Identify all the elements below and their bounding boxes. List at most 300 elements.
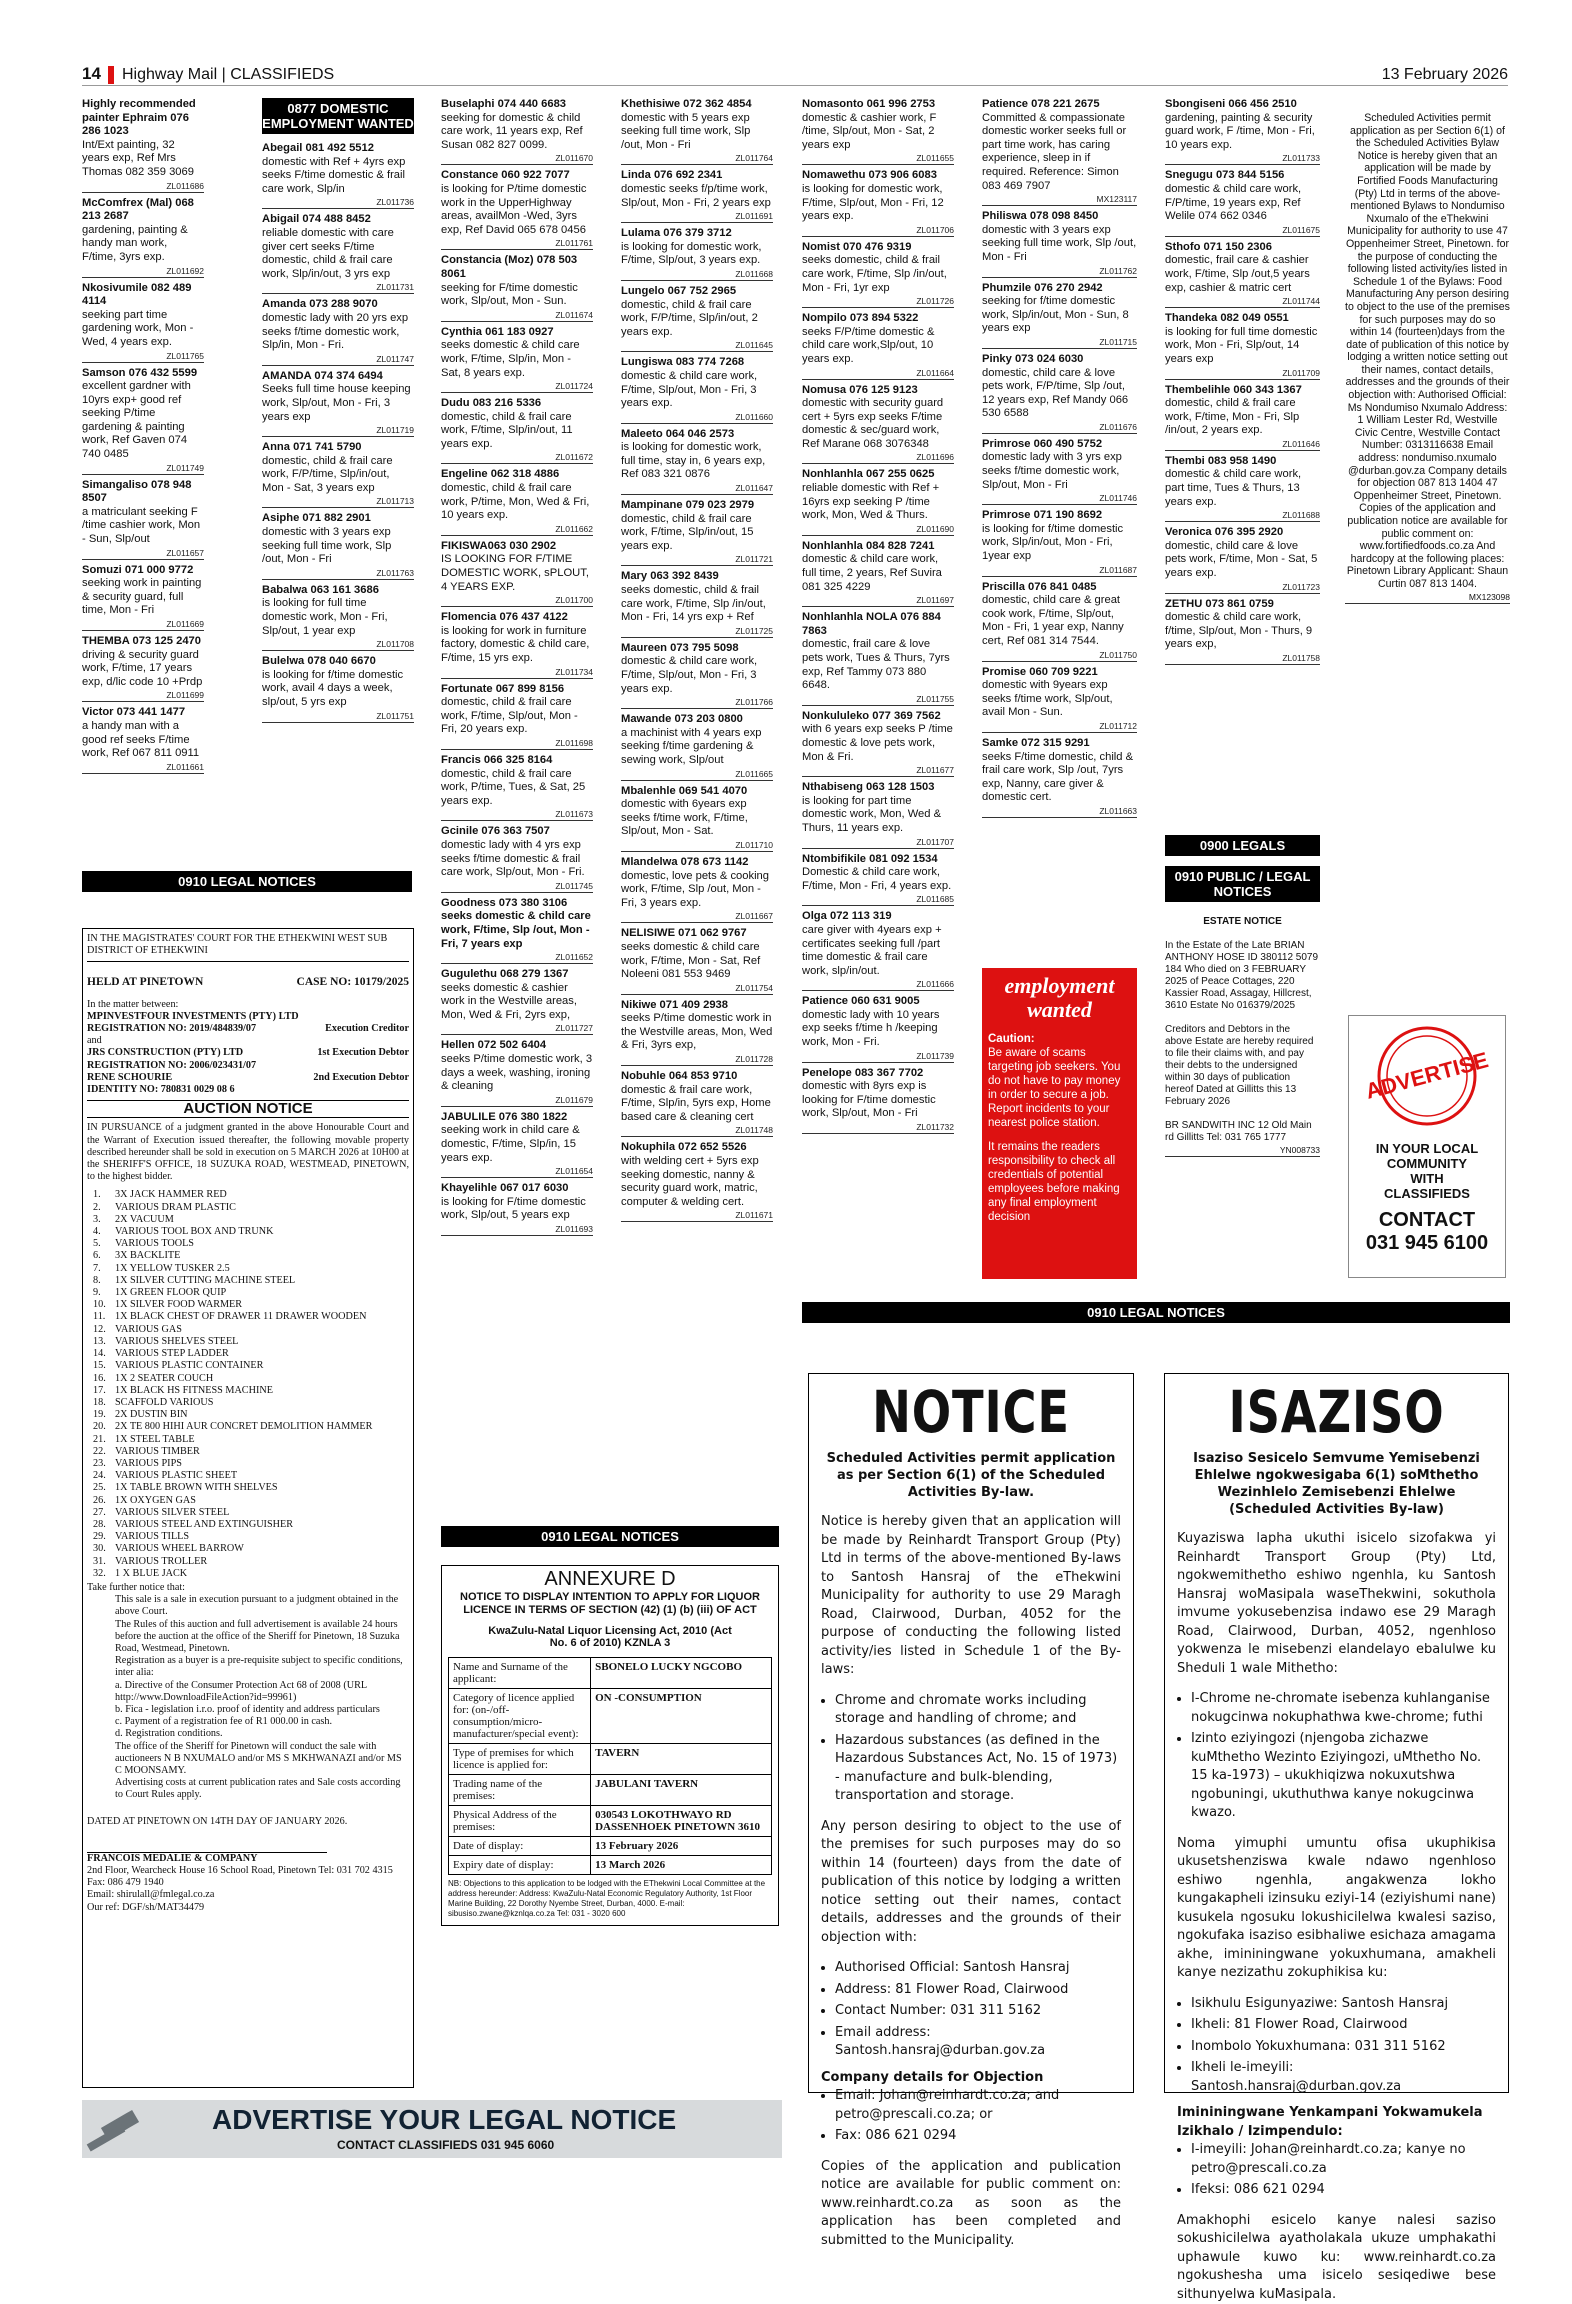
- auction-item: 16. 1X 2 SEATER COUCH: [87, 1373, 409, 1385]
- classified-ad: [621, 1070, 773, 1137]
- ad-ref: ZL011673: [441, 809, 593, 821]
- classified-ad: [262, 584, 414, 651]
- ad-body: domestic seeks f/p/time work, Slp/out, Mon - Fri, 2 years exp: [621, 183, 773, 210]
- notice-contact: • Address: 81 Flower Road, Clairwood: [835, 1981, 1121, 2000]
- auction-item: 19. 2X DUSTIN BIN: [87, 1409, 409, 1421]
- classified-ad: [441, 1182, 593, 1236]
- auction-intro: IN PURSUANCE of a judgment granted in the above Honourable Court and the Warrant of Execution issued thereafter, the following movable property described hereunder shall be sold in execution on 5 MARCH 2026 at 10H00 at the SHERIFF'S OFFICE, 18 SUZUKA ROAD, WESTMEAD, PINETOWN, to the highest bidder.: [87, 1122, 409, 1183]
- ad-body: seeks F/P/time domestic & child care work,Slp/out, 10 years exp.: [802, 326, 954, 367]
- auction-note: The office of the Sheriff for Pinetown will conduct the sale with auctioneers N B NXUMALO and/or MS S MKHWANAZI and/or MS C MOONSAMY.: [87, 1741, 409, 1778]
- ad-ref: ZL011748: [621, 1125, 773, 1137]
- ad-ref: ZL011749: [82, 463, 204, 475]
- ad-body: domestic & child care work, F/time, Slp/out, Mon - Fri, 3 years exp.: [621, 370, 773, 411]
- licence-label: Name and Surname of the applicant:: [449, 1658, 591, 1689]
- notice-title: NOTICE: [851, 1382, 1091, 1442]
- ad-ref: ZL011660: [621, 412, 773, 424]
- classified-ad: [441, 1111, 593, 1178]
- ad-body: domestic, frail care & cashier work, F/time, Slp /out,5 years exp, cashier & matric cert: [1165, 254, 1320, 295]
- auction-item: 20. 2X TE 800 HIHI AUR CONCRET DEMOLITION HAMMER: [87, 1421, 409, 1433]
- section-header: 0910 LEGAL NOTICES: [441, 1526, 779, 1547]
- ad-name: Veronica 076 395 2920: [1165, 526, 1320, 540]
- auction-item: 21. 1X STEEL TABLE: [87, 1434, 409, 1446]
- ad-ref: ZL011708: [262, 639, 414, 651]
- employment-title: employment wanted: [988, 974, 1131, 1022]
- ad-name: Nomist 070 476 9319: [802, 241, 954, 255]
- notice-p1: Notice is hereby given that an application will be made by Reinhardt Transport Group (Pty) Ltd in terms of the above-mentioned By-laws to Santosh Hansraj of the eThekwini Municipality for authority to use 29 Maragh Road, Clairwood, Durban, 4052 for the purpose of conducting the following listed activity/ies listed in Schedule 1 of the By-laws:: [821, 1513, 1121, 1680]
- ad-ref: ZL011713: [262, 496, 414, 508]
- notice-contact: • Authorised Official: Santosh Hansraj: [835, 1959, 1121, 1978]
- licence-value: TAVERN: [591, 1744, 772, 1775]
- ad-ref: ZL011715: [982, 337, 1137, 349]
- notices-header: [802, 1302, 1510, 1323]
- ad-name: Lungelo 067 752 2965: [621, 285, 773, 299]
- licence-row: [449, 1775, 772, 1806]
- auction-item: 4. VARIOUS TOOL BOX AND TRUNK: [87, 1226, 409, 1238]
- ad-body: Domestic & child care work, F/time, Mon - Fri, 4 years exp.: [802, 866, 954, 893]
- ad-ref: ZL011674: [441, 310, 593, 322]
- party-1: MPINVESTFOUR INVESTMENTS (PTY) LTD: [87, 1011, 409, 1023]
- ad-ref: MX123117: [982, 194, 1137, 206]
- auction-item: 28. VARIOUS STEEL AND EXTINGUISHER: [87, 1519, 409, 1531]
- isaziso-p2: Noma yimuphi umuntu ofisa ukuphikisa ukusetshenziswa kwale ndawo ngenhloso eshiwo ngenhla, angakwenza lokho kungakapheli izinsuku eziyi-14 (eziyishumi nane) kusukela ngosuku lokushicilelwa kwalesi saziso, ngokufaka isaziso esibhaliwe esichaza amagama akhe, imininingwane yokuxhumana, amakheli kanye nezizathu zokuphikisa ku:: [1177, 1835, 1496, 1983]
- ad-body: domestic, child & frail care work, F/time, Slp/in/out, 11 years exp.: [441, 411, 593, 452]
- column-3: [441, 98, 593, 1240]
- notice-sub: Scheduled Activities permit application as per Section 6(1) of the Scheduled Activities By-law.: [821, 1450, 1121, 1501]
- ad-body: gardening, painting & handy man work, F/time, 3yrs exp.: [82, 224, 204, 265]
- ad-ref: ZL011654: [441, 1166, 593, 1178]
- classified-ad: [262, 655, 414, 722]
- section-header: 0910 LEGAL NOTICES: [82, 871, 412, 892]
- ad-name: Abegail 081 492 5512: [262, 142, 414, 156]
- ad-ref: ZL011723: [1165, 582, 1320, 594]
- ad-name: Snegugu 073 844 5156: [1165, 169, 1320, 183]
- ad-body: domestic lady with 20 yrs exp seeks f/time domestic work, Slp/in, Mon - Fri.: [262, 312, 414, 353]
- ad-ref: ZL011744: [1165, 296, 1320, 308]
- ad-body: domestic & child care work, full time, 2 years, Ref Suvira 081 325 4229: [802, 553, 954, 594]
- auction-items: [87, 1189, 409, 1580]
- ad-name: Nonhlanhla NOLA 076 884 7863: [802, 611, 954, 638]
- ad-name: Fortunate 067 899 8156: [441, 683, 593, 697]
- notice-contact: • Email address: Santosh.hansraj@durban.gov.za: [835, 2024, 1121, 2061]
- ad-name: Somuzi 071 000 9772: [82, 564, 204, 578]
- court-heading: IN THE MAGISTRATES' COURT FOR THE ETHEKWINI WEST SUB DISTRICT OF ETHEKWINI: [87, 933, 409, 962]
- ad-name: Constancia (Moz) 078 503 8061: [441, 254, 593, 281]
- isaziso-bullet: • Izinto eziyingozi (njengoba zichazwe kuMthetho Wezinto Eziyingozi, uMthetho No. 15 ka-1973) – ukukhiqizwa nokuxutshwa ngobuningi, ukuthuthwa kanye nokugcinwa kwazo.: [1191, 1730, 1496, 1823]
- auction-item: 10. 1X SILVER FOOD WARMER: [87, 1299, 409, 1311]
- ad-ref: ZL011727: [441, 1023, 593, 1035]
- classified-ad: [802, 384, 954, 465]
- auction-item: 18. SCAFFOLD VARIOUS: [87, 1397, 409, 1409]
- ad-body: domestic, child & frail care work, P/time, Mon, Wed & Fri, 10 years exp.: [441, 482, 593, 523]
- ad-ref: ZL011691: [621, 211, 773, 223]
- ad-name: Maureen 073 795 5098: [621, 642, 773, 656]
- ad-ref: ZL011696: [802, 452, 954, 464]
- ad-ref: ZL011690: [802, 524, 954, 536]
- ad-ref: ZL011670: [441, 153, 593, 165]
- ad-body: domestic with security guard cert + 5yrs exp seeks F/time domestic & sec/guard work, Ref Marane 068 3076348: [802, 397, 954, 451]
- ad-ref: ZL011726: [802, 296, 954, 308]
- ad-name: Dudu 083 216 5336: [441, 397, 593, 411]
- ad-body: seeking work in painting & security guard, full time, Mon - Fri: [82, 577, 204, 618]
- firm-email[interactable]: Email: shirulall@fmlegal.co.za: [87, 1889, 409, 1901]
- auction-note: a. Directive of the Consumer Protection Act 68 of 2008 (URL http://www.DownloadFileAction?id=99961): [87, 1680, 409, 1704]
- ad-name: Priscilla 076 841 0485: [982, 581, 1137, 595]
- ad-name: Gcinile 076 363 7507: [441, 825, 593, 839]
- column-1: [82, 98, 204, 778]
- ad-ref: ZL011679: [441, 1095, 593, 1107]
- ad-body: seeks domestic & cashier work in the Westville areas, Mon, Wed & Fri, 2yrs exp,: [441, 982, 593, 1023]
- ad-body: is looking for F/time domestic work, Slp/out, 5 years exp: [441, 1196, 593, 1223]
- ad-name: Nompilo 073 894 5322: [802, 312, 954, 326]
- ad-name: Nonhlanhla 084 828 7241: [802, 540, 954, 554]
- classified-ad: [621, 570, 773, 637]
- classified-ad: [621, 428, 773, 495]
- classified-ad: [1165, 312, 1320, 379]
- ad-ref: ZL011750: [982, 650, 1137, 662]
- licence-value: JABULANI TAVERN: [591, 1775, 772, 1806]
- ad-body: domestic lady with 3 yrs exp seeks f/time domestic work, Slp/out, Mon - Fri: [982, 451, 1137, 492]
- employment-warning: [982, 968, 1137, 1279]
- classified-ad: [82, 98, 204, 193]
- ad-name: Penelope 083 367 7702: [802, 1067, 954, 1081]
- ad-ref: ZL011698: [441, 738, 593, 750]
- red-bar: [108, 66, 114, 84]
- liquor-licence-notice: [441, 1565, 779, 1926]
- ad-ref: ZL011686: [82, 181, 204, 193]
- auction-item: 5. VARIOUS TOOLS: [87, 1238, 409, 1250]
- classified-ad: [441, 754, 593, 821]
- auction-item: 17. 1X BLACK HS FITNESS MACHINE: [87, 1385, 409, 1397]
- ad-name: Olga 072 113 319: [802, 910, 954, 924]
- ad-ref: ZL011754: [621, 983, 773, 995]
- ad-body: seeks domestic, child & frail care work, F/time, Slp /in/out, Mon - Fri, 14 yrs exp + Ref: [621, 584, 773, 625]
- estate-body-2: Creditors and Debtors in the above Estate are hereby required to file their claims with, and pay their debts to the undersigned within 30 days of publication hereof Dated at Gillitts this 13 February 2026: [1165, 1024, 1320, 1108]
- ad-name: FIKISWA063 030 2902: [441, 540, 593, 554]
- ad-body: domestic & child care work, F/time, Slp/out, Mon - Fri, 3 years exp.: [621, 655, 773, 696]
- ad-body: seeking for F/time domestic work, Slp/out, Mon - Sun.: [441, 282, 593, 309]
- ad-name: Sthofo 071 150 2306: [1165, 241, 1320, 255]
- classified-ad: [621, 499, 773, 566]
- ad-body: is looking for work in furniture factory, domestic & child care, F/time, 15 yrs exp.: [441, 625, 593, 666]
- ad-name: AMANDA 074 374 6494: [262, 370, 414, 384]
- classified-ad: [441, 254, 593, 321]
- classified-ad: [621, 642, 773, 709]
- banner-title: ADVERTISE YOUR LEGAL NOTICE: [212, 2104, 676, 2136]
- ad-name: Primrose 071 190 8692: [982, 509, 1137, 523]
- section-header: 0900 LEGALS: [1165, 835, 1320, 856]
- classified-ad: [1165, 384, 1320, 451]
- caution-label: Caution:: [988, 1033, 1035, 1045]
- advertise-line: IN YOUR LOCAL COMMUNITY WITH CLASSIFIEDS: [1349, 1141, 1505, 1201]
- ad-ref: ZL011725: [621, 626, 773, 638]
- page-number: 14: [82, 64, 101, 84]
- classified-ad: [802, 710, 954, 777]
- classified-ad: [982, 737, 1137, 818]
- ad-ref: ZL011672: [441, 452, 593, 464]
- ad-body: domestic, child & frail care work, F/P/time, Slp/in/out, Mon - Sat, 3 years exp: [262, 455, 414, 496]
- caution-text: Be aware of scams targeting job seekers. You do not have to pay money in order to secure a job. Report incidents to your nearest police station.: [988, 1047, 1120, 1129]
- ad-ref: ZL011699: [82, 690, 204, 702]
- column-5: [802, 98, 954, 1138]
- ad-name: Nthabiseng 063 128 1503: [802, 781, 954, 795]
- classified-ad: [82, 282, 204, 363]
- auction-item: 11. 1X BLACK CHEST OF DRAWER 11 DRAWER WOODEN: [87, 1311, 409, 1323]
- auction-item: 27. VARIOUS SILVER STEEL: [87, 1507, 409, 1519]
- classified-ad: [441, 98, 593, 165]
- auction-note: d. Registration conditions.: [87, 1728, 409, 1740]
- scheduled-text: Scheduled Activities permit application as per Section 6(1) of the Scheduled Activities Bylaw Notice is hereby given that an application will be made by Fortified Foods Manufacturing (Pty) Ltd in terms of the above-mentioned Bylaws to Nondumiso Nxumalo of the eThekwini Municipality for authority to use 47 Oppenheimer Street, Pinetown. for the purpose of conducting the following listed activity/ies listed in Schedule 1 of the Bylaws: Food Manufacturing Any person desiring to object to the use of the premises for such purposes may do so within 14 (fourteen)days from the date of publication of this notice by lodging a written notice setting out their names, contact details, addresses and the grounds of their objection with: Authorised Official: Ms Nondumiso Nxumalo Address: 1 William Lester Rd, Westville Civic Centre, Westville Contact Number: 0313116638 Email address: nondumiso.nxumalo @durban.gov.za Company details for objection 087 813 1404 47 Oppenheimer Street, Pinetown. Copies of the application and publication notice are available for public comment on: www.fortifiedfoods.co.za And hardcopy at the following places: Pinetown Library Applicant: Shaun Curtin 087 813 1404.: [1345, 112, 1510, 591]
- ad-name: Nokuphila 072 652 5526: [621, 1141, 773, 1155]
- ad-ref: ZL011692: [82, 266, 204, 278]
- classified-ad: [802, 98, 954, 165]
- ad-ref: ZL011688: [1165, 510, 1320, 522]
- auction-title: AUCTION NOTICE: [87, 1100, 409, 1118]
- page-header: [82, 64, 1508, 86]
- auction-item: 32. 1 X BLUE JACK: [87, 1568, 409, 1580]
- ad-name: Ntombifikile 081 092 1534: [802, 853, 954, 867]
- party-3-id: IDENTITY NO: 780831 0029 08 6: [87, 1084, 409, 1096]
- ad-name: Lungiswa 083 774 7268: [621, 356, 773, 370]
- annexure-sub: NOTICE TO DISPLAY INTENTION TO APPLY FOR LIQUOR LICENCE IN TERMS OF SECTION (42) (1) (b) (iii) OF ACT: [448, 1591, 772, 1617]
- auction-item: 29. VARIOUS TILLS: [87, 1531, 409, 1543]
- classified-ad: [802, 540, 954, 607]
- notice-company: • Fax: 086 621 0294: [835, 2127, 1121, 2146]
- advertise-banner: [82, 2100, 782, 2158]
- ad-body: domestic & frail care work, F/time, Slp/in, 5yrs exp, Home based care & cleaning cert: [621, 1084, 773, 1125]
- classified-ad: [621, 169, 773, 223]
- classified-ad: [1165, 169, 1320, 236]
- ad-body: is looking for f/time domestic work, avail 4 days a week, slp/out, 5 yrs exp: [262, 669, 414, 710]
- isaziso-box: [1164, 1373, 1509, 2093]
- ad-ref: ZL011762: [982, 266, 1137, 278]
- ad-body: domestic lady with 10 years exp seeks f/time h /keeping work, Mon - Fri.: [802, 1009, 954, 1050]
- ad-name: Nikiwe 071 409 2938: [621, 999, 773, 1013]
- classified-ad: [262, 512, 414, 579]
- ad-ref: ZL011745: [441, 881, 593, 893]
- section-header: 0877 DOMESTIC EMPLOYMENT WANTED: [262, 98, 414, 134]
- auction-item: 31. VARIOUS TROLLER: [87, 1556, 409, 1568]
- classified-ad: [82, 564, 204, 631]
- ad-body: domestic with Ref + 4yrs exp seeks F/time domestic & frail care work, Slp/in: [262, 156, 414, 197]
- ad-name: ZETHU 073 861 0759: [1165, 598, 1320, 612]
- isaziso-title: ISAZISO: [1209, 1382, 1464, 1442]
- ad-name: Cynthia 061 183 0927: [441, 326, 593, 340]
- classified-ad: [621, 856, 773, 923]
- ad-body: domestic, child & frail care work, F/time, Slp/in/out, 15 years exp.: [621, 513, 773, 554]
- ad-body: domestic with 6years exp seeks f/time work, F/time, Slp/out, Mon - Sat.: [621, 798, 773, 839]
- ad-body: seeks P/time domestic work, 3 days a week, washing, ironing & cleaning: [441, 1053, 593, 1094]
- ad-body: is looking for domestic work, F/time, Slp/out, 3 years exp.: [621, 241, 773, 268]
- licence-row: [449, 1689, 772, 1744]
- ad-body: with welding cert + 5yrs exp seeking domestic, nanny & security guard work, matric, computer & welding cert.: [621, 1155, 773, 1209]
- classified-ad: [802, 853, 954, 907]
- ad-body: domestic, child care & love pets work, F/P/time, Slp /out, 12 years exp, Ref Mandy 066 530 6588: [982, 367, 1137, 421]
- advertise-phone: 031 945 6100: [1349, 1232, 1505, 1255]
- ad-body: is looking for domestic work, F/time, Slp/out, Mon - Fri, 12 years exp.: [802, 183, 954, 224]
- classified-ad: [621, 356, 773, 423]
- column-4: [621, 98, 773, 1226]
- ad-ref: ZL011734: [441, 667, 593, 679]
- licence-label: Date of display:: [449, 1837, 591, 1856]
- classified-ad: [802, 1067, 954, 1134]
- auction-note: b. Fica - legislation i.r.o. proof of identity and address particulars: [87, 1704, 409, 1716]
- ad-body: domestic & cashier work, F /time, Slp/out, Mon - Sat, 2 years exp: [802, 112, 954, 153]
- ad-body: reliable domestic with Ref + 16yrs exp seeking P /time work, Mon, Wed & Thurs.: [802, 482, 954, 523]
- ad-ref: ZL011751: [262, 711, 414, 723]
- ad-body: a matriculant seeking F /time cashier work, Mon - Sun, Slp/out: [82, 506, 204, 547]
- ad-ref: ZL011736: [262, 197, 414, 209]
- ad-name: Maleeto 064 046 2573: [621, 428, 773, 442]
- classified-ad: [621, 999, 773, 1066]
- caution-text-2: It remains the readers responsibility to check all credentials of potential employees before making any final employment decision: [988, 1140, 1131, 1224]
- isaziso-company-label: Imininingwane Yenkampani Yokwamukela Izikhalo / Izimpendulo:: [1177, 2104, 1496, 2141]
- ad-body: is looking for part time domestic work, Mon, Wed & Thurs, 11 years exp.: [802, 795, 954, 836]
- ad-body: excellent gardner with 10yrs exp+ good ref seeking P/time gardening & painting work, Ref Gaven 074 740 0485: [82, 380, 204, 462]
- ad-ref: ZL011755: [802, 694, 954, 706]
- ad-name: Anna 071 741 5790: [262, 441, 414, 455]
- classified-ad: [262, 213, 414, 294]
- isaziso-contact: • Inombolo Yokuxhumana: 031 311 5162: [1191, 2038, 1496, 2057]
- ad-name: Mlandelwa 078 673 1142: [621, 856, 773, 870]
- ad-name: Phumzile 076 270 2942: [982, 282, 1137, 296]
- ad-ref: ZL011668: [621, 269, 773, 281]
- ad-name: Simangaliso 078 948 8507: [82, 479, 204, 506]
- auction-item: 3. 2X VACUUM: [87, 1214, 409, 1226]
- section-header: 0910 PUBLIC / LEGAL NOTICES: [1165, 866, 1320, 902]
- ad-name: Constance 060 922 7077: [441, 169, 593, 183]
- classified-ad: [982, 353, 1137, 434]
- ad-name: McComfrex (Mal) 068 213 2687: [82, 197, 204, 224]
- ad-ref: ZL011662: [441, 524, 593, 536]
- ad-body: domestic, child & frail care work, F/P/time, Slp/in/out, 2 years exp.: [621, 299, 773, 340]
- party-3: RENE SCHOURIE: [87, 1072, 172, 1084]
- ad-ref: ZL011747: [262, 354, 414, 366]
- classified-ad: [802, 910, 954, 991]
- classified-ad: [82, 706, 204, 773]
- firm-ref: Our ref: DGF/sh/MAT34479: [87, 1902, 409, 1914]
- ad-name: Thembelihle 060 343 1367: [1165, 384, 1320, 398]
- ad-ref: ZL011693: [441, 1224, 593, 1236]
- ad-body: seeking for domestic & child care work, 11 years exp, Ref Susan 082 827 0099.: [441, 112, 593, 153]
- licence-table: [448, 1657, 772, 1875]
- ad-body: is looking for P/time domestic work in the UpperHighway areas, availMon -Wed, 3yrs exp, Ref David 065 678 0456: [441, 183, 593, 237]
- ad-name: Victor 073 441 1477: [82, 706, 204, 720]
- classified-ad: [621, 98, 773, 165]
- auction-item: 2. VARIOUS DRAM PLASTIC: [87, 1202, 409, 1214]
- ad-name: Khethisiwe 072 362 4854: [621, 98, 773, 112]
- ad-name: THEMBA 073 125 2470: [82, 635, 204, 649]
- ad-ref: ZL011663: [982, 806, 1137, 818]
- publication-title: Highway Mail | CLASSIFIEDS: [122, 66, 334, 84]
- scheduled-notice: [1345, 112, 1510, 604]
- ad-body: Seeks full time house keeping work, Slp/out, Mon - Fri, 3 years exp: [262, 383, 414, 424]
- classified-ad: [982, 509, 1137, 576]
- dated-line: DATED AT PINETOWN ON 14TH DAY OF JANUARY 2026.: [87, 1816, 409, 1828]
- isaziso-bullet: • I-Chrome ne-chromate isebenza kuhlanganise nokugcinwa nokuphathwa kwe-chrome; futhi: [1191, 1690, 1496, 1727]
- classified-ad: [621, 1141, 773, 1222]
- ad-body: domestic, child care & great cook work, F/time, Slp/out, Mon - Fri, 1 year exp, Nanny cert, Ref 081 314 7544.: [982, 594, 1137, 648]
- ad-name: Hellen 072 502 6404: [441, 1039, 593, 1053]
- classified-ad: [982, 438, 1137, 505]
- ad-name: Nkosivumile 082 489 4114: [82, 282, 204, 309]
- classified-ad: [802, 468, 954, 535]
- ad-body: a handy man with a good ref seeks F/time work, Ref 067 811 0911: [82, 720, 204, 761]
- ad-ref: ZL011657: [82, 548, 204, 560]
- classified-ad: [1165, 241, 1320, 308]
- ad-body: domestic & child care work, part time, Tues & Thurs, 13 years exp.: [1165, 468, 1320, 509]
- auction-item: 6. 3X BACKLITE: [87, 1250, 409, 1262]
- ad-name: Nobuhle 064 853 9710: [621, 1070, 773, 1084]
- classified-ad: [982, 98, 1137, 206]
- party-3-role: 2nd Execution Debtor: [313, 1072, 409, 1084]
- ad-ref: ZL011732: [802, 1122, 954, 1134]
- classified-ad: [441, 169, 593, 250]
- isaziso-contact: • Ikheli: 81 Flower Road, Clairwood: [1191, 2016, 1496, 2035]
- ad-body: is looking for full time domestic work, Mon - Fri, Slp/out, 14 years exp: [1165, 326, 1320, 367]
- ad-body: seeks domestic & child care work, F/time, Mon - Sat, Ref Noleeni 081 553 9469: [621, 941, 773, 982]
- ad-body: domestic, child care & love pets work, F/time, Mon - Sat, 5 years exp.: [1165, 540, 1320, 581]
- ad-ref: ZL011763: [262, 568, 414, 580]
- estate-title: ESTATE NOTICE: [1165, 916, 1320, 928]
- classified-ad: [982, 282, 1137, 349]
- classified-ad: [982, 666, 1137, 733]
- licence-row: [449, 1837, 772, 1856]
- advertise-contact: CONTACT: [1349, 1209, 1505, 1232]
- ad-name: Nomusa 076 125 9123: [802, 384, 954, 398]
- ad-name: Samson 076 432 5599: [82, 367, 204, 381]
- classified-ad: [441, 540, 593, 607]
- ad-name: Mbalenhle 069 541 4070: [621, 785, 773, 799]
- ad-ref: ZL011707: [802, 837, 954, 849]
- auction-note: This sale is a sale in execution pursuant to a judgment obtained in the above Court.: [87, 1594, 409, 1618]
- classified-ad: [621, 227, 773, 281]
- ad-ref: ZL011687: [982, 565, 1137, 577]
- ad-name: NELISIWE 071 062 9767: [621, 927, 773, 941]
- ad-name: Patience 060 631 9005: [802, 995, 954, 1009]
- ad-body: Committed & compassionate domestic worker seeks full or part time work, has caring experience, sleep in if required. Reference: Simon 083 469 7907: [982, 112, 1137, 194]
- advertise-stamp-icon: [1352, 1016, 1502, 1136]
- ad-ref: ZL011712: [982, 721, 1137, 733]
- ad-ref: ZL011706: [802, 225, 954, 237]
- classified-ad: [1165, 98, 1320, 165]
- ad-body: domestic lady with 4 yrs exp seeks f/time domestic & frail care work, Slp/out, Mon - Fri.: [441, 839, 593, 880]
- party-2-role: 1st Execution Debtor: [317, 1047, 409, 1059]
- classified-ad: [802, 781, 954, 848]
- auction-item: 24. VARIOUS PLASTIC SHEET: [87, 1470, 409, 1482]
- licence-value: 13 February 2026: [591, 1837, 772, 1856]
- ad-name: Gugulethu 068 279 1367: [441, 968, 593, 982]
- auction-item: 1. 3X JACK HAMMER RED: [87, 1189, 409, 1201]
- ad-ref: ZL011666: [802, 979, 954, 991]
- ad-body: IS LOOKING FOR F/TIME DOMESTIC WORK, sPLOUT, 4 YEARS EXP.: [441, 553, 593, 594]
- ad-name: Nonhlanhla 067 255 0625: [802, 468, 954, 482]
- ad-ref: ZL011664: [802, 368, 954, 380]
- ad-name: Pinky 073 024 6030: [982, 353, 1137, 367]
- licence-value: 030543 LOKOTHWAYO RD DASSENHOEK PINETOWN 3610: [591, 1806, 772, 1837]
- ad-body: domestic & child care work, F/P/time, 19 years exp, Ref Welile 074 662 0346: [1165, 183, 1320, 224]
- classified-ad: [621, 285, 773, 352]
- ad-body: care giver with 4years exp + certificates seeking full /part time domestic & frail care work, slp/in/out.: [802, 924, 954, 978]
- isaziso-sub: Isaziso Sesicelo Semvume Yemisebenzi Ehlelwe ngokwesigaba 6(1) soMthetho Wezinhlelo Zemisebenzi Ehlelwe (Scheduled Activities By-law): [1177, 1450, 1496, 1518]
- notice-p2: Any person desiring to object to the use of the premises for such purposes may do so within 14 (fourteen) days from the date of publication of this notice by lodging a written notice setting out their names, contact details, addresses and the grounds of their objection with:: [821, 1818, 1121, 1948]
- ad-name: Abigail 074 488 8452: [262, 213, 414, 227]
- ad-ref: ZL011685: [802, 894, 954, 906]
- ad-body: seeking work in child care & domestic, F/time, Slp/in, 15 years exp.: [441, 1124, 593, 1165]
- auction-item: 7. 1X YELLOW TUSKER 2.5: [87, 1263, 409, 1275]
- classified-ad: [441, 397, 593, 464]
- ad-ref: ZL011700: [441, 595, 593, 607]
- classified-ad: [982, 581, 1137, 662]
